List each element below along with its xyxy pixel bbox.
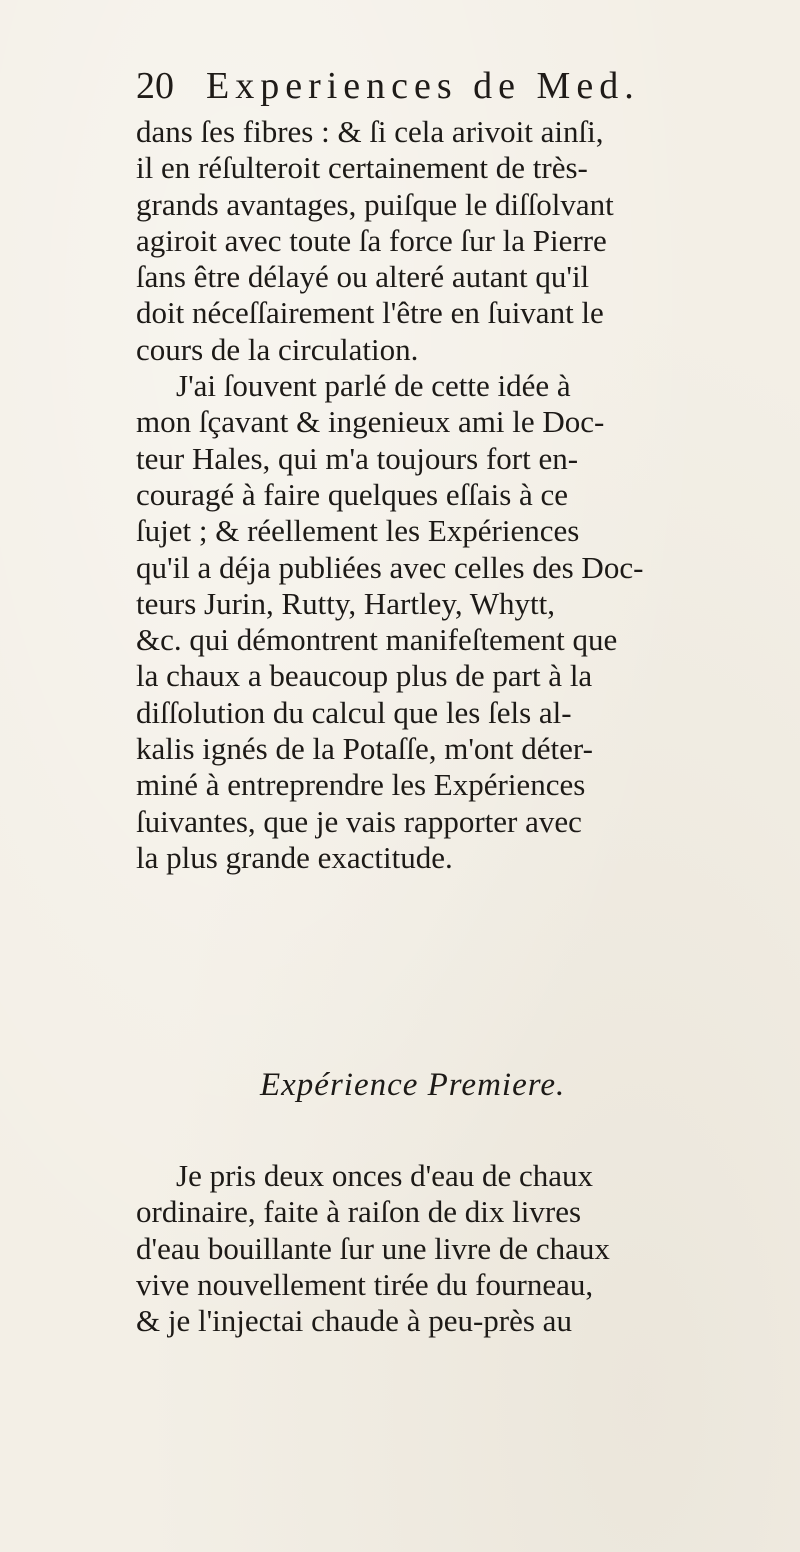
text-line: miné à entreprendre les Expériences <box>136 767 586 803</box>
running-head <box>136 64 776 108</box>
text-line: agiroit avec toute ſa force ſur la Pierre <box>136 222 607 258</box>
body-text-top <box>136 114 786 876</box>
text-line: mon ſçavant & ingenieux ami le Doc- <box>136 404 605 440</box>
text-line: doit néceſſairement l'être en ſuivant le <box>136 295 604 331</box>
text-line: teurs Jurin, Rutty, Hartley, Whytt, <box>136 585 556 621</box>
text-line: grands avantages, puiſque le diſſolvant <box>136 186 614 222</box>
text-line: couragé à faire quelques eſſais à ce <box>136 476 569 512</box>
text-line: ſans être délayé ou alteré autant qu'il <box>136 259 590 295</box>
text-line: la plus grande exactitude. <box>136 839 453 875</box>
text-line: ſuivantes, que je vais rapporter avec <box>136 803 582 839</box>
text-line: cours de la circulation. <box>136 331 419 367</box>
text-line: ſujet ; & réellement les Expériences <box>136 513 580 549</box>
text-line: diſſolution du calcul que les ſels al- <box>136 694 572 730</box>
text-line: vive nouvellement tirée du fourneau, <box>136 1266 594 1302</box>
text-line: la chaux a beaucoup plus de part à la <box>136 658 593 694</box>
text-line: qu'il a déja publiées avec celles des Doc- <box>136 549 644 585</box>
text-line: dans ſes fibres : & ſi cela arivoit ainſi, <box>136 114 604 149</box>
text-line: J'ai ſouvent parlé de cette idée à <box>176 368 571 404</box>
text-line: & je l'injectai chaude à peu-près au <box>136 1303 572 1339</box>
text-line: ordinaire, faite à raiſon de dix livres <box>136 1194 582 1230</box>
text-line: d'eau bouillante ſur une livre de chaux <box>136 1230 610 1266</box>
section-heading: Expérience Premiere. <box>260 1067 566 1103</box>
body-text-bottom <box>136 1158 786 1339</box>
page-number: 20 <box>136 65 174 107</box>
text-line: &c. qui démontrent manifeſtement que <box>136 622 618 658</box>
text-line: kalis ignés de la Potaſſe, m'ont déter- <box>136 731 593 767</box>
text-line: teur Hales, qui m'a toujours fort en- <box>136 440 579 476</box>
text-line: Je pris deux onces d'eau de chaux <box>176 1158 594 1193</box>
text-line: il en réſulteroit certainement de très- <box>136 150 588 186</box>
running-title: Experiences de Med. <box>206 65 640 107</box>
